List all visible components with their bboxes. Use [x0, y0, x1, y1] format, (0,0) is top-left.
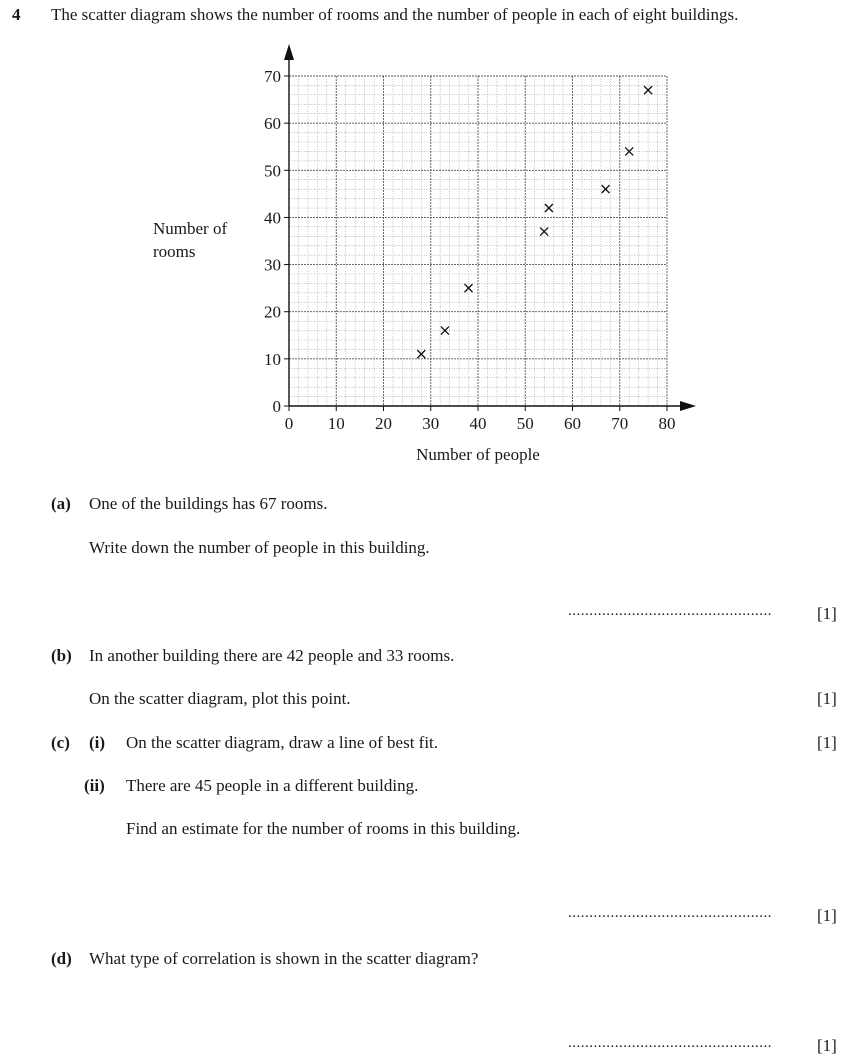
part-d-label: (d): [51, 949, 72, 968]
x-axis-arrow-icon: [680, 401, 696, 411]
part-b-instruction: On the scatter diagram, plot this point.: [89, 689, 351, 708]
part-c-ii-text: There are 45 people in a different building.: [126, 776, 419, 795]
y-tick-labels: [264, 67, 289, 416]
part-c-ii-instruction: Find an estimate for the number of rooms in this building.: [126, 819, 521, 838]
part-c-i-marks: [1]: [817, 733, 837, 752]
x-tick-label: 10: [327, 414, 345, 433]
y-tick-label: 10: [264, 349, 281, 369]
x-tick-label: 30: [422, 414, 440, 433]
y-tick-label: 70: [264, 67, 281, 86]
data-point: [465, 284, 473, 292]
part-a-answer-line[interactable]: ................................................: [568, 603, 772, 619]
part-c-label: (c): [51, 733, 70, 752]
y-tick-label: 30: [264, 255, 281, 275]
part-a-instruction: Write down the number of people in this building.: [89, 538, 430, 557]
x-tick-label: 0: [284, 414, 294, 433]
x-tick-labels: [285, 406, 676, 433]
y-axis-arrow-icon: [284, 44, 294, 60]
part-c-i-label: (i): [89, 733, 106, 752]
y-tick-label: 40: [264, 208, 281, 228]
x-tick-label: 70: [611, 414, 629, 433]
y-tick-label: 60: [264, 114, 281, 134]
part-b-marks: [1]: [817, 689, 837, 708]
x-tick-label: 40: [469, 414, 487, 433]
question-number: 4: [12, 5, 21, 24]
part-c-ii-answer-line[interactable]: ................................................: [568, 905, 772, 921]
part-d-marks: [1]: [817, 1036, 837, 1055]
part-a-label: (a): [51, 494, 71, 513]
data-point: [602, 185, 610, 193]
x-tick-label: 20: [375, 414, 392, 433]
x-tick-label: 60: [564, 414, 581, 433]
data-point: [644, 86, 652, 94]
x-tick-label: 50: [516, 414, 534, 433]
y-axis-label-line1: Number of: [153, 219, 228, 238]
y-tick-label: 20: [264, 302, 281, 322]
part-b-label: (b): [51, 646, 72, 665]
x-tick-label: 80: [658, 414, 676, 433]
part-c-i-text: On the scatter diagram, draw a line of best fit.: [126, 733, 439, 752]
y-axis-label-line2: rooms: [153, 242, 196, 261]
part-c-ii-label: (ii): [84, 776, 105, 795]
scatter-chart[interactable]: [0, 0, 853, 480]
part-a-text: One of the buildings has 67 rooms.: [89, 494, 328, 513]
question-intro: The scatter diagram shows the number of rooms and the number of people in each of eight buildings.: [51, 5, 739, 24]
y-tick-label: 0: [272, 397, 281, 416]
x-axis-label: Number of people: [416, 445, 540, 464]
part-d-text: What type of correlation is shown in the scatter diagram?: [89, 949, 479, 968]
part-a-marks: [1]: [817, 604, 837, 623]
y-tick-label: 50: [264, 161, 281, 181]
part-d-answer-line[interactable]: ................................................: [568, 1035, 772, 1051]
part-c-ii-marks: [1]: [817, 906, 837, 925]
part-b-text: In another building there are 42 people and 33 rooms.: [89, 646, 455, 665]
